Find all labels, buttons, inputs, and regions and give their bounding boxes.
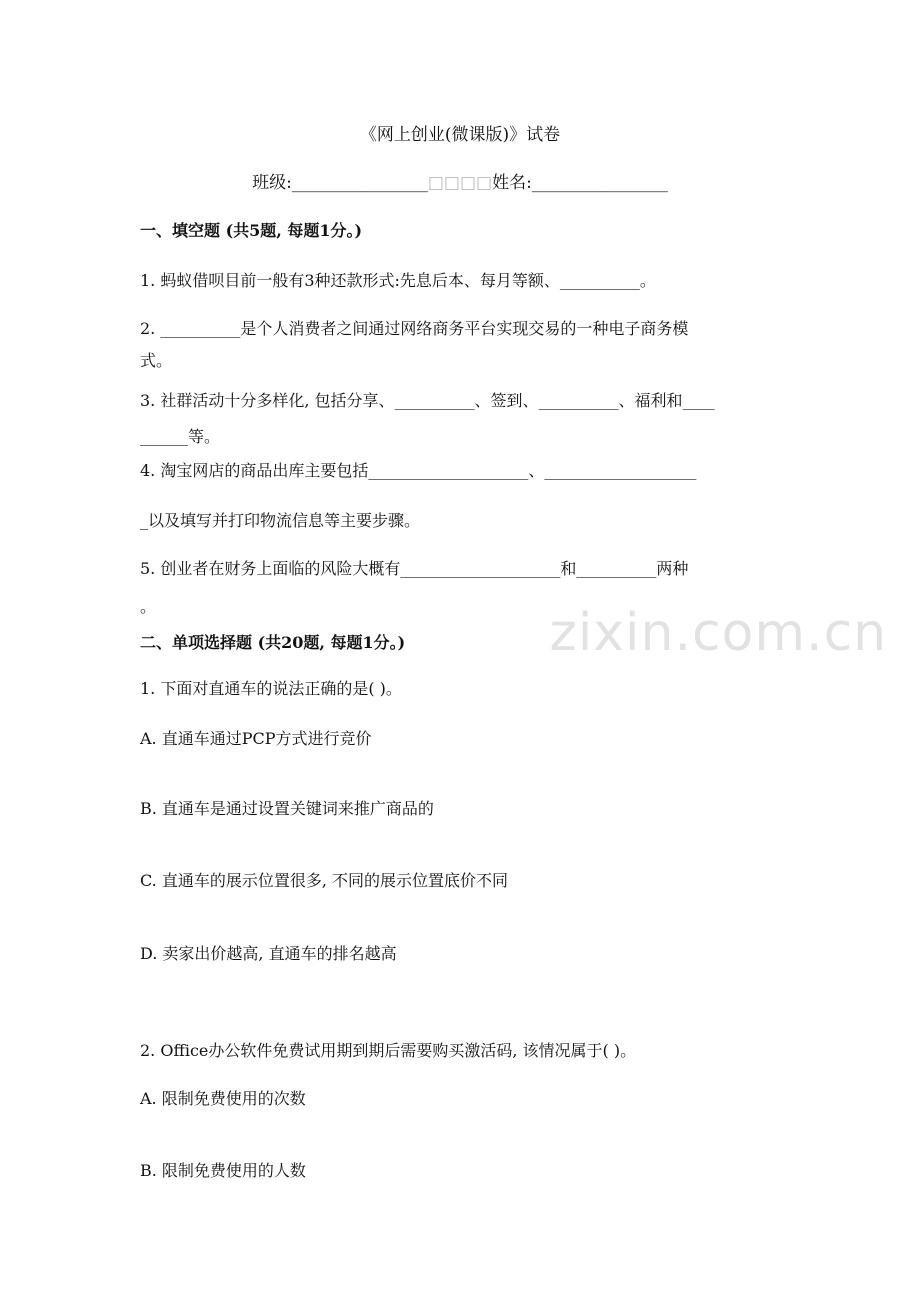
- class-label: 班级:: [252, 173, 292, 193]
- fill-question-3-line-2: ______等。: [140, 427, 221, 446]
- choice-question-1-option-a: A. 直通车通过PCP方式进行竞价: [140, 729, 372, 748]
- section-single-choice-heading: 二、单项选择题 (共20题, 每题1分。): [140, 633, 406, 652]
- name-blank: ________________: [531, 173, 668, 193]
- fill-question-4-line-1: 4. 淘宝网店的商品出库主要包括____________________、___________________: [140, 461, 697, 480]
- choice-question-2-option-a: A. 限制免费使用的次数: [140, 1089, 306, 1108]
- fill-question-1: 1. 蚂蚁借呗目前一般有3种还款形式:先息后本、每月等额、__________。: [140, 271, 656, 290]
- fill-question-5-line-1: 5. 创业者在财务上面临的风险大概有____________________和__________两种: [140, 559, 689, 578]
- class-name-line: [0, 171, 920, 195]
- page-title: 《网上创业(微课版)》试卷: [359, 125, 561, 145]
- choice-question-1-option-c: C. 直通车的展示位置很多, 不同的展示位置底价不同: [140, 871, 509, 890]
- fill-question-5-line-2: 。: [140, 597, 157, 616]
- watermark: [532, 603, 887, 663]
- spacer-boxes: □□□□: [427, 173, 493, 193]
- section-fill-blank-heading: 一、填空题 (共5题, 每题1分。): [140, 221, 363, 240]
- fill-question-2-line-2: 式。: [140, 351, 173, 370]
- fill-question-3-line-1: 3. 社群活动十分多样化, 包括分享、__________、签到、__________、福利和____: [140, 391, 715, 410]
- watermark-visible: zixin.com.cn: [549, 603, 888, 663]
- fill-question-4-line-2: _以及填写并打印物流信息等主要步骤。: [140, 511, 421, 530]
- class-blank: ________________: [291, 173, 428, 193]
- choice-question-1-option-d: D. 卖家出价越高, 直通车的排名越高: [140, 944, 397, 963]
- name-label: 姓名:: [492, 173, 532, 193]
- choice-question-2: 2. Office办公软件免费试用期到期后需要购买激活码, 该情况属于( )。: [140, 1041, 637, 1060]
- choice-question-2-option-b: B. 限制免费使用的人数: [140, 1161, 306, 1180]
- fill-question-2-line-1: 2. __________是个人消费者之间通过网络商务平台实现交易的一种电子商务模: [140, 319, 689, 338]
- choice-question-1: 1. 下面对直通车的说法正确的是( )。: [140, 679, 402, 698]
- choice-question-1-option-b: B. 直通车是通过设置关键词来推广商品的: [140, 799, 434, 818]
